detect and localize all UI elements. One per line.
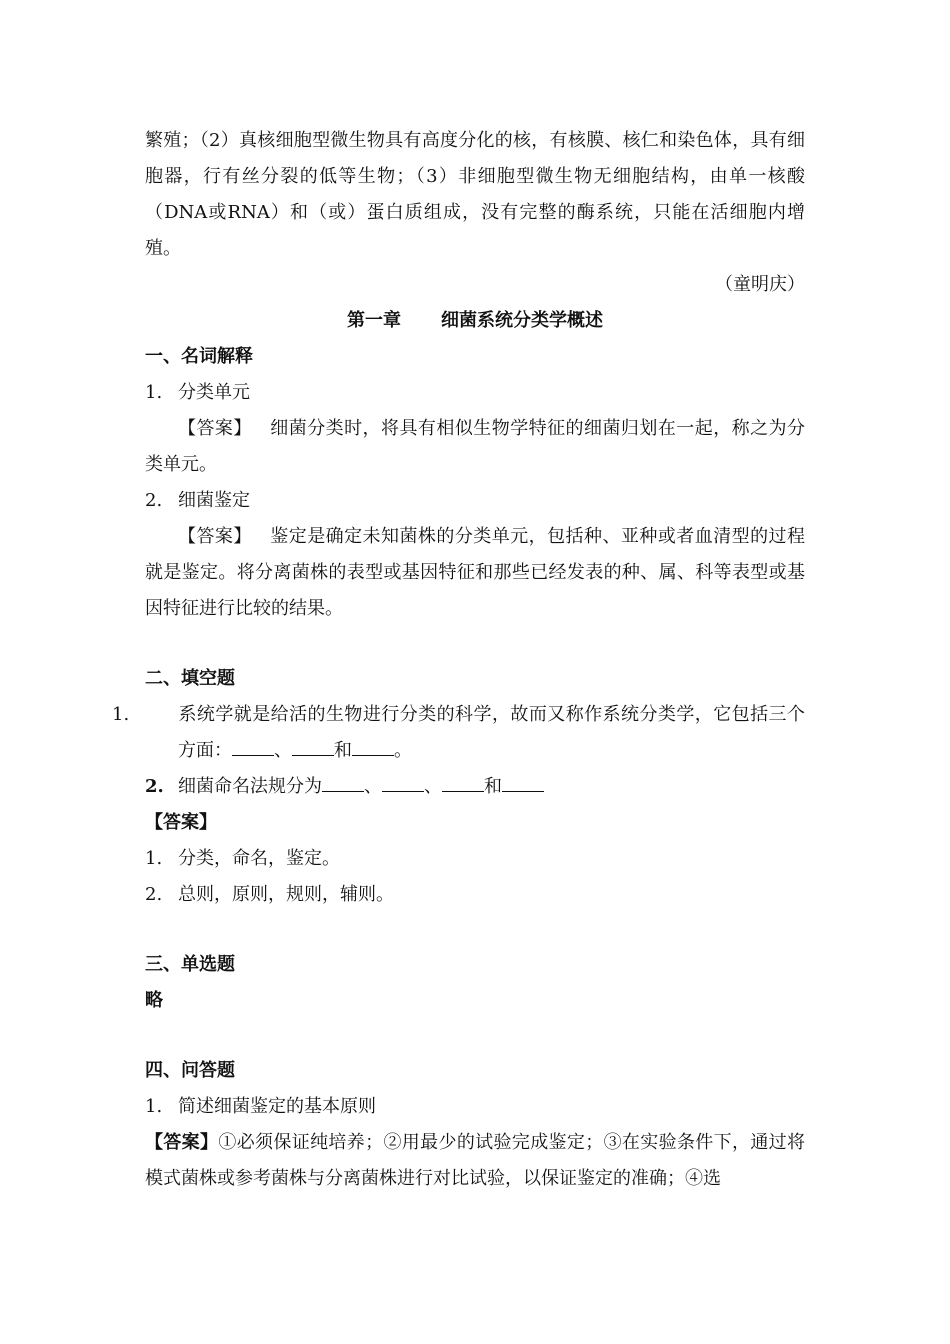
question-number: 1. <box>145 1096 163 1117</box>
answer-text: 分类，命名，鉴定。 <box>178 848 340 869</box>
term-item <box>145 375 805 411</box>
spacer <box>145 1019 805 1053</box>
answer-label: 【答案】 <box>145 1132 219 1153</box>
section-heading: 一、名词解释 <box>145 346 253 367</box>
spacer <box>145 627 805 661</box>
separator: 、 <box>424 776 442 797</box>
question-text: 简述细菌鉴定的基本原则 <box>178 1096 376 1117</box>
answer-text: 细菌分类时，将具有相似生物学特征的细菌归划在一起，称之为分类单元。 <box>145 418 806 475</box>
section-content: 略 <box>145 990 163 1011</box>
separator: 和 <box>334 740 352 761</box>
author-name: （童明庆） <box>715 274 805 295</box>
chapter-name: 细菌系统分类学概述 <box>441 310 603 331</box>
term-label: 细菌鉴定 <box>178 490 250 511</box>
answer-heading: 【答案】 <box>145 812 217 833</box>
essay-question <box>145 1089 805 1125</box>
answer-text: 鉴定是确定未知菌株的分类单元，包括种、亚种或者血清型的过程就是鉴定。将分离菌株的表型或基因特征和那些已经发表的种、属、科等表型或基因特征进行比较的结果。 <box>145 526 806 619</box>
answer-label: 【答案】 <box>178 418 252 439</box>
chapter-title <box>145 303 805 339</box>
question-number: 1. <box>112 704 130 725</box>
section-heading: 三、单选题 <box>145 954 235 975</box>
separator: 。 <box>394 740 412 761</box>
answer-number: 1. <box>145 848 163 869</box>
blank-line <box>442 775 484 792</box>
blank-line <box>502 775 544 792</box>
chapter-number: 第一章 <box>347 310 401 331</box>
blank-line <box>352 739 394 756</box>
blank-line <box>382 775 424 792</box>
question-number: 2. <box>145 776 164 797</box>
section-heading: 四、问答题 <box>145 1060 235 1081</box>
section-heading: 二、填空题 <box>145 668 235 689</box>
answer-number: 2. <box>145 884 163 905</box>
essay-answer <box>145 1125 805 1197</box>
answer-label: 【答案】 <box>178 526 252 547</box>
answer-item <box>145 877 805 913</box>
term-number: 2. <box>145 490 163 511</box>
blank-line <box>322 775 364 792</box>
separator: 、 <box>364 776 382 797</box>
blank-line <box>232 739 274 756</box>
intro-paragraph: 繁殖；（2）真核细胞型微生物具有高度分化的核，有核膜、核仁和染色体，具有细胞器，行有丝分裂的低等生物；（3）非细胞型微生物无细胞结构，由单一核酸（DNA或RNA）和（或）蛋白质组成，没有完整的酶系统，只能在活细胞内增殖。 <box>145 130 805 259</box>
fill-question <box>145 769 805 805</box>
term-answer <box>145 519 805 627</box>
term-item <box>145 483 805 519</box>
question-text: 系统学就是给活的生物进行分类的科学，故而又称作系统分类学，它包括三个方面： <box>178 704 805 761</box>
answer-text: ①必须保证纯培养；②用最少的试验完成鉴定；③在实验条件下，通过将模式菌株或参考菌株与分离菌株进行对比试验，以保证鉴定的准确；④选 <box>145 1132 806 1189</box>
separator: 和 <box>484 776 502 797</box>
term-number: 1. <box>145 382 163 403</box>
answer-text: 总则，原则，规则，辅则。 <box>178 884 394 905</box>
term-answer <box>145 411 805 483</box>
spacer <box>145 913 805 947</box>
separator: 、 <box>274 740 292 761</box>
term-label: 分类单元 <box>178 382 250 403</box>
fill-question <box>112 697 805 769</box>
question-text: 细菌命名法规分为 <box>178 776 322 797</box>
answer-item <box>145 841 805 877</box>
document-page <box>112 123 806 1197</box>
blank-line <box>292 739 334 756</box>
